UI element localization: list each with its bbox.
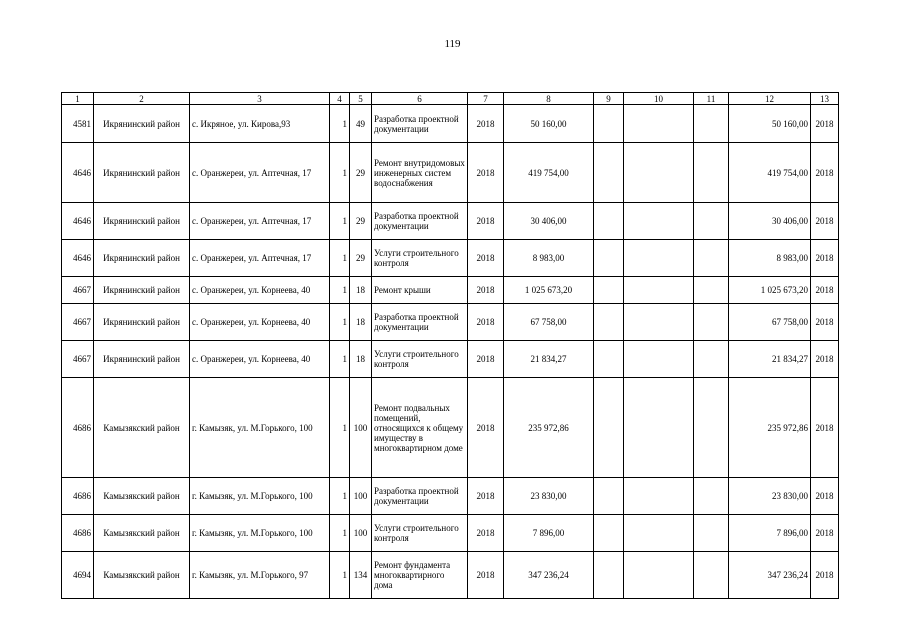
- cell-col-3: г. Камызяк, ул. М.Горького, 100: [190, 515, 330, 552]
- cell-col-7: 2018: [468, 143, 504, 203]
- cell-col-13: 2018: [811, 478, 839, 515]
- cell-col-2: Камызякский район: [94, 515, 190, 552]
- cell-col-13: 2018: [811, 341, 839, 378]
- cell-col-5: 18: [350, 304, 372, 341]
- cell-col-6: Ремонт крыши: [372, 277, 468, 304]
- table-row: [62, 143, 839, 203]
- cell-col-8: 30 406,00: [504, 203, 594, 240]
- cell-col-9: [594, 378, 624, 478]
- cell-col-7: 2018: [468, 203, 504, 240]
- cell-col-11: [694, 478, 729, 515]
- col-header-11: 11: [694, 93, 729, 105]
- cell-col-12: 7 896,00: [729, 515, 811, 552]
- cell-col-3: с. Оранжереи, ул. Аптечная, 17: [190, 143, 330, 203]
- cell-col-13: 2018: [811, 378, 839, 478]
- cell-col-7: 2018: [468, 304, 504, 341]
- cell-col-9: [594, 304, 624, 341]
- table-row: [62, 240, 839, 277]
- cell-col-5: 18: [350, 341, 372, 378]
- cell-col-10: [624, 478, 694, 515]
- cell-col-13: 2018: [811, 240, 839, 277]
- cell-col-4: 1: [330, 552, 350, 599]
- cell-col-10: [624, 304, 694, 341]
- cell-col-6: Ремонт фундамента многоквартирного дома: [372, 552, 468, 599]
- cell-col-11: [694, 277, 729, 304]
- cell-col-4: 1: [330, 478, 350, 515]
- header-row: [62, 93, 839, 105]
- cell-col-8: 235 972,86: [504, 378, 594, 478]
- cell-col-13: 2018: [811, 203, 839, 240]
- registry-table: [61, 92, 839, 599]
- cell-col-2: Икрянинский район: [94, 277, 190, 304]
- cell-col-5: 100: [350, 378, 372, 478]
- cell-col-4: 1: [330, 105, 350, 143]
- table-row: [62, 277, 839, 304]
- cell-col-11: [694, 105, 729, 143]
- cell-col-11: [694, 341, 729, 378]
- cell-col-9: [594, 341, 624, 378]
- cell-col-12: 21 834,27: [729, 341, 811, 378]
- cell-col-11: [694, 240, 729, 277]
- cell-col-10: [624, 240, 694, 277]
- cell-col-12: 347 236,24: [729, 552, 811, 599]
- cell-col-2: Икрянинский район: [94, 240, 190, 277]
- cell-col-2: Икрянинский район: [94, 105, 190, 143]
- cell-col-1: 4581: [62, 105, 94, 143]
- cell-col-13: 2018: [811, 552, 839, 599]
- cell-col-12: 23 830,00: [729, 478, 811, 515]
- cell-col-9: [594, 203, 624, 240]
- table-row: [62, 341, 839, 378]
- col-header-1: 1: [62, 93, 94, 105]
- col-header-13: 13: [811, 93, 839, 105]
- cell-col-3: с. Оранжереи, ул. Корнеева, 40: [190, 277, 330, 304]
- cell-col-9: [594, 277, 624, 304]
- col-header-3: 3: [190, 93, 330, 105]
- cell-col-2: Камызякский район: [94, 552, 190, 599]
- cell-col-9: [594, 105, 624, 143]
- table-row: [62, 552, 839, 599]
- cell-col-10: [624, 378, 694, 478]
- cell-col-7: 2018: [468, 478, 504, 515]
- cell-col-4: 1: [330, 378, 350, 478]
- col-header-5: 5: [350, 93, 372, 105]
- cell-col-5: 49: [350, 105, 372, 143]
- cell-col-12: 30 406,00: [729, 203, 811, 240]
- cell-col-9: [594, 515, 624, 552]
- cell-col-8: 21 834,27: [504, 341, 594, 378]
- cell-col-10: [624, 203, 694, 240]
- cell-col-11: [694, 203, 729, 240]
- cell-col-1: 4686: [62, 515, 94, 552]
- cell-col-3: г. Камызяк, ул. М.Горького, 100: [190, 478, 330, 515]
- cell-col-10: [624, 277, 694, 304]
- col-header-10: 10: [624, 93, 694, 105]
- cell-col-11: [694, 515, 729, 552]
- cell-col-4: 1: [330, 515, 350, 552]
- cell-col-10: [624, 143, 694, 203]
- cell-col-5: 100: [350, 515, 372, 552]
- cell-col-4: 1: [330, 203, 350, 240]
- cell-col-8: 7 896,00: [504, 515, 594, 552]
- cell-col-11: [694, 143, 729, 203]
- cell-col-10: [624, 515, 694, 552]
- cell-col-11: [694, 304, 729, 341]
- cell-col-1: 4686: [62, 478, 94, 515]
- cell-col-2: Икрянинский район: [94, 304, 190, 341]
- cell-col-6: Разработка проектной документации: [372, 203, 468, 240]
- cell-col-12: 50 160,00: [729, 105, 811, 143]
- col-header-9: 9: [594, 93, 624, 105]
- col-header-7: 7: [468, 93, 504, 105]
- cell-col-2: Икрянинский район: [94, 203, 190, 240]
- col-header-12: 12: [729, 93, 811, 105]
- cell-col-8: 8 983,00: [504, 240, 594, 277]
- cell-col-4: 1: [330, 341, 350, 378]
- cell-col-12: 8 983,00: [729, 240, 811, 277]
- cell-col-11: [694, 378, 729, 478]
- cell-col-2: Камызякский район: [94, 478, 190, 515]
- cell-col-1: 4667: [62, 341, 94, 378]
- cell-col-5: 18: [350, 277, 372, 304]
- cell-col-13: 2018: [811, 143, 839, 203]
- cell-col-2: Икрянинский район: [94, 341, 190, 378]
- table-row: [62, 378, 839, 478]
- table-row: [62, 478, 839, 515]
- cell-col-13: 2018: [811, 277, 839, 304]
- cell-col-3: с. Оранжереи, ул. Аптечная, 17: [190, 240, 330, 277]
- cell-col-6: Разработка проектной документации: [372, 478, 468, 515]
- col-header-2: 2: [94, 93, 190, 105]
- cell-col-3: с. Оранжереи, ул. Аптечная, 17: [190, 203, 330, 240]
- cell-col-13: 2018: [811, 515, 839, 552]
- cell-col-5: 100: [350, 478, 372, 515]
- cell-col-6: Услуги строительного контроля: [372, 341, 468, 378]
- cell-col-1: 4646: [62, 143, 94, 203]
- cell-col-6: Ремонт внутридомовых инженерных систем водоснабжения: [372, 143, 468, 203]
- cell-col-7: 2018: [468, 105, 504, 143]
- cell-col-9: [594, 552, 624, 599]
- cell-col-3: г. Камызяк, ул. М.Горького, 100: [190, 378, 330, 478]
- cell-col-1: 4646: [62, 203, 94, 240]
- cell-col-6: Разработка проектной документации: [372, 105, 468, 143]
- table-row: [62, 304, 839, 341]
- cell-col-1: 4667: [62, 277, 94, 304]
- cell-col-1: 4646: [62, 240, 94, 277]
- col-header-4: 4: [330, 93, 350, 105]
- col-header-8: 8: [504, 93, 594, 105]
- cell-col-8: 419 754,00: [504, 143, 594, 203]
- page-number: 119: [444, 38, 461, 50]
- cell-col-13: 2018: [811, 304, 839, 341]
- cell-col-5: 29: [350, 143, 372, 203]
- cell-col-2: Камызякский район: [94, 378, 190, 478]
- cell-col-8: 1 025 673,20: [504, 277, 594, 304]
- cell-col-8: 50 160,00: [504, 105, 594, 143]
- cell-col-4: 1: [330, 143, 350, 203]
- cell-col-3: с. Оранжереи, ул. Корнеева, 40: [190, 304, 330, 341]
- cell-col-5: 29: [350, 240, 372, 277]
- cell-col-12: 235 972,86: [729, 378, 811, 478]
- cell-col-7: 2018: [468, 378, 504, 478]
- cell-col-6: Разработка проектной документации: [372, 304, 468, 341]
- cell-col-10: [624, 341, 694, 378]
- cell-col-6: Услуги строительного контроля: [372, 515, 468, 552]
- cell-col-4: 1: [330, 277, 350, 304]
- cell-col-9: [594, 143, 624, 203]
- cell-col-11: [694, 552, 729, 599]
- cell-col-5: 134: [350, 552, 372, 599]
- cell-col-3: с. Оранжереи, ул. Корнеева, 40: [190, 341, 330, 378]
- cell-col-9: [594, 240, 624, 277]
- cell-col-1: 4667: [62, 304, 94, 341]
- col-header-6: 6: [372, 93, 468, 105]
- cell-col-6: Ремонт подвальных помещений, относящихся к общему имуществу в многоквартирном доме: [372, 378, 468, 478]
- cell-col-13: 2018: [811, 105, 839, 143]
- cell-col-3: с. Икряное, ул. Кирова,93: [190, 105, 330, 143]
- table-row: [62, 105, 839, 143]
- cell-col-3: г. Камызяк, ул. М.Горького, 97: [190, 552, 330, 599]
- cell-col-7: 2018: [468, 240, 504, 277]
- cell-col-6: Услуги строительного контроля: [372, 240, 468, 277]
- table-row: [62, 515, 839, 552]
- cell-col-2: Икрянинский район: [94, 143, 190, 203]
- cell-col-7: 2018: [468, 341, 504, 378]
- cell-col-9: [594, 478, 624, 515]
- cell-col-8: 347 236,24: [504, 552, 594, 599]
- cell-col-1: 4694: [62, 552, 94, 599]
- cell-col-8: 67 758,00: [504, 304, 594, 341]
- cell-col-10: [624, 552, 694, 599]
- cell-col-7: 2018: [468, 515, 504, 552]
- cell-col-5: 29: [350, 203, 372, 240]
- cell-col-12: 419 754,00: [729, 143, 811, 203]
- cell-col-12: 67 758,00: [729, 304, 811, 341]
- table-row: [62, 203, 839, 240]
- cell-col-8: 23 830,00: [504, 478, 594, 515]
- cell-col-10: [624, 105, 694, 143]
- cell-col-4: 1: [330, 304, 350, 341]
- cell-col-12: 1 025 673,20: [729, 277, 811, 304]
- cell-col-1: 4686: [62, 378, 94, 478]
- cell-col-7: 2018: [468, 552, 504, 599]
- cell-col-7: 2018: [468, 277, 504, 304]
- cell-col-4: 1: [330, 240, 350, 277]
